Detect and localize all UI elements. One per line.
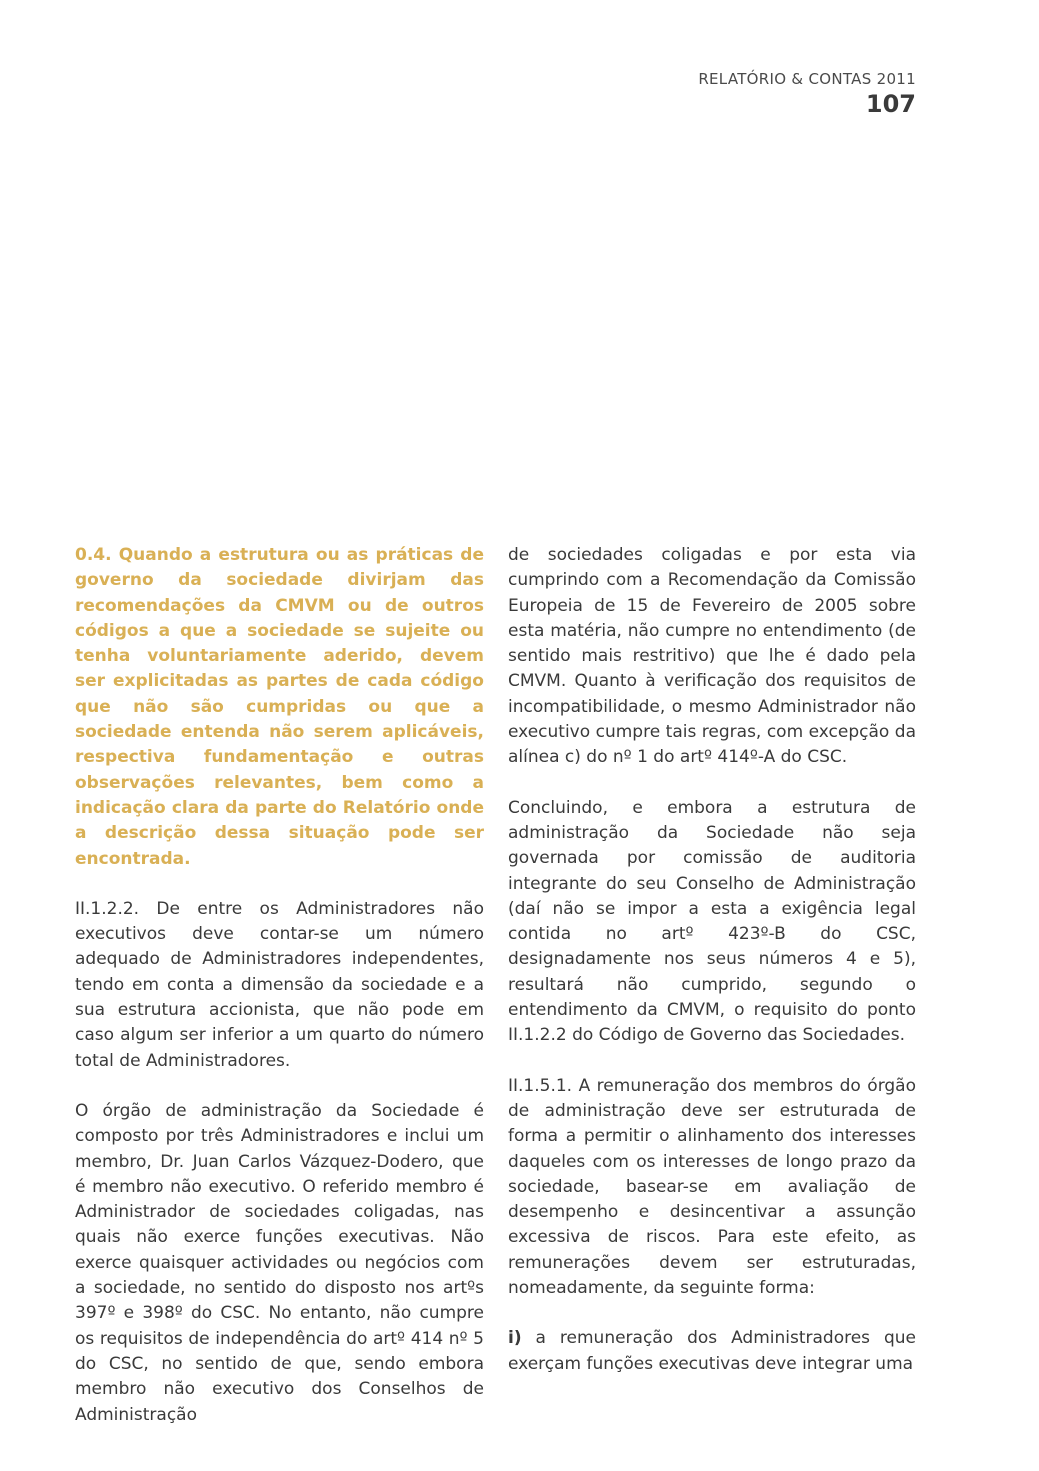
list-item (508, 1326, 916, 1377)
page-number: 107 (865, 90, 916, 118)
list-item-text: a remuneração dos Administradores que exerçam funções executivas deve integrar uma (508, 1328, 916, 1374)
body-paragraph: O órgão de administração da Sociedade é composto por três Administradores e inclui um membro, Dr. Juan Carlos Vázquez-Dodero, que é membro não executivo. O referido membro é Administrador de sociedades coligadas, nas quais não exerce funções executivas. Não exerce quaisquer actividades ou negócios com a sociedade, no sentido do disposto nos artºs 397º e 398º do CSC. No entanto, não cumpre os requisitos de independência do artº 414 nº 5 do CSC, no sentido de que, sendo embora membro não executivo dos Conselhos de Administração (75, 1100, 484, 1425)
list-item-marker: i) (508, 1328, 522, 1349)
right-column (508, 543, 916, 1402)
recommendation-paragraph: II.1.5.1. A remuneração dos membros do órgão de administração deve ser estruturada de forma a permitir o alinhamento dos interesses daqueles com os interesses de longo prazo da sociedade, basear-se em avaliação de desempenho e desincentivar a assunção excessiva de riscos. Para este efeito, as remunerações devem ser estruturadas, nomeadamente, da seguinte forma: (508, 1075, 916, 1299)
left-column (75, 543, 484, 1453)
recommendation-paragraph: II.1.2.2. De entre os Administradores não executivos deve contar-se um número adequado de Administradores independentes, tendo em conta a dimensão da sociedade e a sua estrutura accionista, que não pode em caso algum ser inferior a um quarto do número total de Administradores. (75, 898, 484, 1071)
page-header (698, 70, 916, 118)
body-paragraph: de sociedades coligadas e por esta via cumprindo com a Recomendação da Comissão Europeia de 15 de Fevereiro de 2005 sobre esta matéria, não cumpre no entendimento (de sentido mais restritivo) que lhe é dado pela CMVM. Quanto à verificação dos requisitos de incompatibilidade, o mesmo Administrador não executivo cumpre tais regras, com excepção da alínea c) do nº 1 do artº 414º-A do CSC. (508, 545, 916, 768)
report-title: RELATÓRIO & CONTAS 2011 (698, 70, 916, 88)
conclusion-paragraph: Concluindo, e embora a estrutura de administração da Sociedade não seja governada por comissão de auditoria integrante do seu Conselho de Administração (daí não se impor a esta a exigência legal contida no artº 423º-B do CSC, designadamente nos seus números 4 e 5), resultará não cumprido, segundo o entendimento da CMVM, o requisito do ponto II.1.2.2 do Código de Governo das Sociedades. (508, 797, 916, 1046)
recommendation-heading: 0.4. Quando a estrutura ou as práticas de governo da sociedade divirjam das recomendações da CMVM ou de outros códigos a que a sociedade se sujeite ou tenha voluntariamente aderido, devem ser explicitadas as partes de cada código que não são cumpridas ou que a sociedade entenda não serem aplicáveis, respectiva fundamentação e outras observações relevantes, bem como a indicação clara da parte do Relatório onde a descrição dessa situação pode ser encontrada. (75, 545, 484, 869)
